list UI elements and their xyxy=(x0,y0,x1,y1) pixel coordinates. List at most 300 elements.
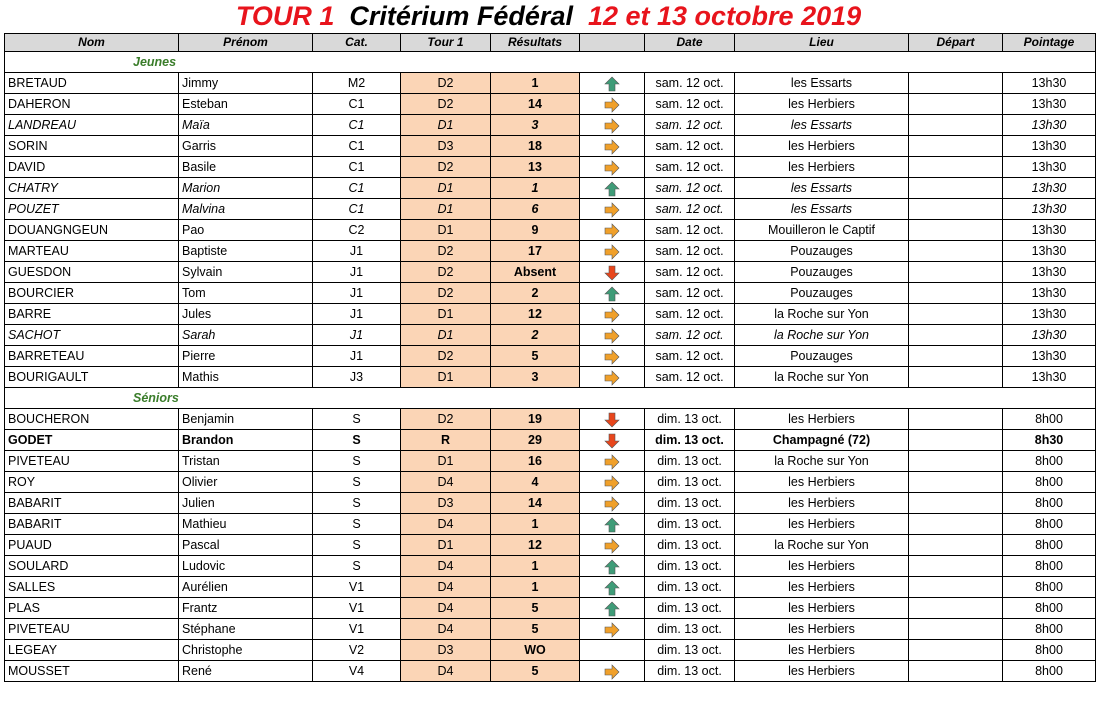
cell-tour: D1 xyxy=(401,199,491,220)
cell-depart xyxy=(909,94,1003,115)
cell-evolution xyxy=(580,619,645,640)
cell-date: dim. 13 oct. xyxy=(645,640,735,661)
cell-tour: D2 xyxy=(401,94,491,115)
table-row xyxy=(5,346,1096,367)
table-row xyxy=(5,556,1096,577)
cell-prenom: Jules xyxy=(179,304,313,325)
section-row xyxy=(5,52,1096,73)
cell-date: sam. 12 oct. xyxy=(645,157,735,178)
cell-depart xyxy=(909,598,1003,619)
cell-cat: C1 xyxy=(313,94,401,115)
title-dates: 12 et 13 octobre 2019 xyxy=(587,1,862,31)
table-row xyxy=(5,241,1096,262)
cell-pointage: 13h30 xyxy=(1003,367,1096,388)
cell-lieu: la Roche sur Yon xyxy=(735,535,909,556)
cell-cat: S xyxy=(313,472,401,493)
table-row xyxy=(5,325,1096,346)
cell-resultat: 13 xyxy=(491,157,580,178)
table-row xyxy=(5,535,1096,556)
cell-evolution xyxy=(580,451,645,472)
cell-resultat: Absent xyxy=(491,262,580,283)
cell-evolution xyxy=(580,472,645,493)
arrow-right-icon xyxy=(604,349,620,365)
cell-pointage: 8h00 xyxy=(1003,535,1096,556)
cell-resultat: 14 xyxy=(491,493,580,514)
cell-lieu: les Essarts xyxy=(735,115,909,136)
table-row xyxy=(5,115,1096,136)
table-row xyxy=(5,598,1096,619)
cell-nom: BOURCIER xyxy=(5,283,179,304)
cell-pointage: 8h00 xyxy=(1003,514,1096,535)
cell-lieu: la Roche sur Yon xyxy=(735,304,909,325)
cell-date: sam. 12 oct. xyxy=(645,283,735,304)
cell-evolution xyxy=(580,535,645,556)
cell-pointage: 8h00 xyxy=(1003,493,1096,514)
cell-resultat: 18 xyxy=(491,136,580,157)
cell-tour: R xyxy=(401,430,491,451)
cell-depart xyxy=(909,472,1003,493)
cell-tour: D3 xyxy=(401,640,491,661)
cell-pointage: 8h00 xyxy=(1003,451,1096,472)
cell-nom: BOURIGAULT xyxy=(5,367,179,388)
cell-lieu: Pouzauges xyxy=(735,241,909,262)
cell-pointage: 13h30 xyxy=(1003,220,1096,241)
cell-nom: SACHOT xyxy=(5,325,179,346)
cell-prenom: Tristan xyxy=(179,451,313,472)
cell-date: dim. 13 oct. xyxy=(645,619,735,640)
arrow-right-icon xyxy=(604,538,620,554)
cell-lieu: les Herbiers xyxy=(735,409,909,430)
cell-evolution xyxy=(580,409,645,430)
arrow-right-icon xyxy=(604,202,620,218)
cell-depart xyxy=(909,640,1003,661)
table-row xyxy=(5,367,1096,388)
cell-pointage: 8h30 xyxy=(1003,430,1096,451)
cell-resultat: 1 xyxy=(491,577,580,598)
cell-nom: DOUANGNGEUN xyxy=(5,220,179,241)
cell-evolution xyxy=(580,556,645,577)
cell-tour: D2 xyxy=(401,262,491,283)
table-row xyxy=(5,472,1096,493)
cell-prenom: Tom xyxy=(179,283,313,304)
cell-tour: D4 xyxy=(401,577,491,598)
cell-date: sam. 12 oct. xyxy=(645,178,735,199)
cell-pointage: 13h30 xyxy=(1003,94,1096,115)
cell-lieu: les Herbiers xyxy=(735,661,909,682)
cell-resultat: 12 xyxy=(491,304,580,325)
cell-lieu: les Herbiers xyxy=(735,577,909,598)
header-evolution xyxy=(580,34,645,52)
cell-pointage: 13h30 xyxy=(1003,199,1096,220)
table-row xyxy=(5,94,1096,115)
section-row xyxy=(5,388,1096,409)
cell-nom: LANDREAU xyxy=(5,115,179,136)
cell-date: sam. 12 oct. xyxy=(645,199,735,220)
cell-evolution xyxy=(580,493,645,514)
cell-pointage: 8h00 xyxy=(1003,640,1096,661)
cell-lieu: les Herbiers xyxy=(735,157,909,178)
cell-date: sam. 12 oct. xyxy=(645,136,735,157)
cell-resultat: 1 xyxy=(491,556,580,577)
cell-resultat: 19 xyxy=(491,409,580,430)
cell-date: dim. 13 oct. xyxy=(645,535,735,556)
cell-prenom: Mathieu xyxy=(179,514,313,535)
cell-cat: S xyxy=(313,493,401,514)
cell-pointage: 13h30 xyxy=(1003,157,1096,178)
table-row xyxy=(5,409,1096,430)
cell-lieu: les Essarts xyxy=(735,73,909,94)
cell-depart xyxy=(909,535,1003,556)
cell-resultat: 1 xyxy=(491,73,580,94)
table-row xyxy=(5,220,1096,241)
cell-nom: DAVID xyxy=(5,157,179,178)
cell-prenom: Sylvain xyxy=(179,262,313,283)
cell-prenom: Olivier xyxy=(179,472,313,493)
cell-pointage: 13h30 xyxy=(1003,178,1096,199)
cell-resultat: 5 xyxy=(491,661,580,682)
header-pointage: Pointage xyxy=(1003,34,1096,52)
cell-nom: BABARIT xyxy=(5,493,179,514)
cell-evolution xyxy=(580,73,645,94)
cell-cat: S xyxy=(313,430,401,451)
table-row xyxy=(5,178,1096,199)
cell-nom: BARRETEAU xyxy=(5,346,179,367)
cell-prenom: Pierre xyxy=(179,346,313,367)
cell-nom: SOULARD xyxy=(5,556,179,577)
cell-cat: C1 xyxy=(313,157,401,178)
cell-tour: D2 xyxy=(401,157,491,178)
cell-prenom: Stéphane xyxy=(179,619,313,640)
cell-evolution xyxy=(580,577,645,598)
table-row xyxy=(5,640,1096,661)
cell-tour: D2 xyxy=(401,283,491,304)
cell-evolution xyxy=(580,283,645,304)
cell-tour: D1 xyxy=(401,304,491,325)
table-row xyxy=(5,577,1096,598)
cell-tour: D4 xyxy=(401,619,491,640)
cell-depart xyxy=(909,346,1003,367)
cell-prenom: Mathis xyxy=(179,367,313,388)
cell-pointage: 13h30 xyxy=(1003,304,1096,325)
arrow-right-icon xyxy=(604,118,620,134)
cell-evolution xyxy=(580,325,645,346)
cell-date: dim. 13 oct. xyxy=(645,661,735,682)
cell-pointage: 13h30 xyxy=(1003,73,1096,94)
cell-nom: PUAUD xyxy=(5,535,179,556)
cell-pointage: 13h30 xyxy=(1003,262,1096,283)
cell-date: sam. 12 oct. xyxy=(645,262,735,283)
cell-pointage: 8h00 xyxy=(1003,556,1096,577)
title-name: Critérium Fédéral xyxy=(349,1,573,31)
arrow-right-icon xyxy=(604,160,620,176)
table-row xyxy=(5,430,1096,451)
cell-date: sam. 12 oct. xyxy=(645,115,735,136)
header-tour: Tour 1 xyxy=(401,34,491,52)
cell-depart xyxy=(909,241,1003,262)
cell-tour: D4 xyxy=(401,472,491,493)
cell-cat: C2 xyxy=(313,220,401,241)
cell-pointage: 8h00 xyxy=(1003,619,1096,640)
cell-resultat: 3 xyxy=(491,367,580,388)
cell-resultat: 1 xyxy=(491,178,580,199)
cell-nom: GODET xyxy=(5,430,179,451)
cell-tour: D3 xyxy=(401,493,491,514)
cell-evolution xyxy=(580,430,645,451)
cell-evolution xyxy=(580,157,645,178)
cell-resultat: 5 xyxy=(491,619,580,640)
cell-resultat: 2 xyxy=(491,283,580,304)
cell-depart xyxy=(909,220,1003,241)
cell-date: sam. 12 oct. xyxy=(645,241,735,262)
cell-depart xyxy=(909,178,1003,199)
cell-resultat: 29 xyxy=(491,430,580,451)
cell-date: sam. 12 oct. xyxy=(645,367,735,388)
cell-resultat: 16 xyxy=(491,451,580,472)
cell-pointage: 8h00 xyxy=(1003,409,1096,430)
cell-depart xyxy=(909,325,1003,346)
cell-nom: BOUCHERON xyxy=(5,409,179,430)
cell-evolution xyxy=(580,346,645,367)
cell-pointage: 13h30 xyxy=(1003,325,1096,346)
cell-cat: J1 xyxy=(313,241,401,262)
cell-evolution xyxy=(580,304,645,325)
cell-lieu: les Herbiers xyxy=(735,598,909,619)
cell-resultat: 2 xyxy=(491,325,580,346)
cell-nom: PIVETEAU xyxy=(5,619,179,640)
cell-lieu: Mouilleron le Captif xyxy=(735,220,909,241)
cell-cat: J3 xyxy=(313,367,401,388)
cell-depart xyxy=(909,619,1003,640)
header-depart: Départ xyxy=(909,34,1003,52)
cell-nom: POUZET xyxy=(5,199,179,220)
cell-depart xyxy=(909,556,1003,577)
cell-prenom: Julien xyxy=(179,493,313,514)
cell-lieu: les Herbiers xyxy=(735,640,909,661)
cell-date: dim. 13 oct. xyxy=(645,577,735,598)
cell-evolution xyxy=(580,136,645,157)
cell-date: dim. 13 oct. xyxy=(645,409,735,430)
cell-pointage: 13h30 xyxy=(1003,283,1096,304)
cell-pointage: 13h30 xyxy=(1003,241,1096,262)
arrow-right-icon xyxy=(604,496,620,512)
cell-nom: SORIN xyxy=(5,136,179,157)
cell-nom: PLAS xyxy=(5,598,179,619)
cell-resultat: 3 xyxy=(491,115,580,136)
cell-pointage: 13h30 xyxy=(1003,346,1096,367)
cell-nom: PIVETEAU xyxy=(5,451,179,472)
cell-cat: S xyxy=(313,556,401,577)
table-row xyxy=(5,73,1096,94)
arrow-right-icon xyxy=(604,223,620,239)
cell-prenom: Maïa xyxy=(179,115,313,136)
cell-lieu: la Roche sur Yon xyxy=(735,451,909,472)
cell-depart xyxy=(909,514,1003,535)
cell-tour: D4 xyxy=(401,514,491,535)
cell-date: dim. 13 oct. xyxy=(645,493,735,514)
cell-cat: C1 xyxy=(313,178,401,199)
cell-prenom: Christophe xyxy=(179,640,313,661)
cell-resultat: 5 xyxy=(491,598,580,619)
cell-tour: D2 xyxy=(401,241,491,262)
cell-lieu: les Essarts xyxy=(735,199,909,220)
cell-lieu: la Roche sur Yon xyxy=(735,325,909,346)
cell-prenom: Sarah xyxy=(179,325,313,346)
cell-depart xyxy=(909,430,1003,451)
header-cat: Cat. xyxy=(313,34,401,52)
cell-prenom: René xyxy=(179,661,313,682)
cell-cat: V1 xyxy=(313,619,401,640)
cell-prenom: Baptiste xyxy=(179,241,313,262)
cell-depart xyxy=(909,451,1003,472)
cell-nom: GUESDON xyxy=(5,262,179,283)
cell-nom: ROY xyxy=(5,472,179,493)
cell-depart xyxy=(909,115,1003,136)
cell-lieu: Pouzauges xyxy=(735,283,909,304)
cell-evolution xyxy=(580,640,645,661)
cell-resultat: 14 xyxy=(491,94,580,115)
page-title xyxy=(0,0,1097,33)
arrow-up-icon xyxy=(604,601,620,617)
cell-prenom: Pascal xyxy=(179,535,313,556)
cell-cat: V1 xyxy=(313,577,401,598)
cell-cat: J1 xyxy=(313,304,401,325)
cell-prenom: Marion xyxy=(179,178,313,199)
cell-evolution xyxy=(580,178,645,199)
cell-depart xyxy=(909,157,1003,178)
cell-date: dim. 13 oct. xyxy=(645,598,735,619)
cell-prenom: Pao xyxy=(179,220,313,241)
cell-lieu: les Herbiers xyxy=(735,493,909,514)
cell-evolution xyxy=(580,94,645,115)
cell-evolution xyxy=(580,367,645,388)
cell-prenom: Frantz xyxy=(179,598,313,619)
cell-cat: J1 xyxy=(313,325,401,346)
arrow-right-icon xyxy=(604,622,620,638)
cell-evolution xyxy=(580,241,645,262)
cell-lieu: les Herbiers xyxy=(735,514,909,535)
cell-resultat: 9 xyxy=(491,220,580,241)
cell-cat: C1 xyxy=(313,115,401,136)
arrow-right-icon xyxy=(604,244,620,260)
cell-depart xyxy=(909,283,1003,304)
table-header xyxy=(5,34,1096,52)
cell-cat: S xyxy=(313,451,401,472)
cell-pointage: 8h00 xyxy=(1003,577,1096,598)
cell-lieu: les Essarts xyxy=(735,178,909,199)
cell-resultat: 5 xyxy=(491,346,580,367)
cell-tour: D1 xyxy=(401,367,491,388)
cell-tour: D2 xyxy=(401,409,491,430)
cell-cat: M2 xyxy=(313,73,401,94)
cell-resultat: 4 xyxy=(491,472,580,493)
cell-nom: MOUSSET xyxy=(5,661,179,682)
arrow-right-icon xyxy=(604,370,620,386)
arrow-down-icon xyxy=(604,412,620,428)
cell-resultat: 12 xyxy=(491,535,580,556)
title-tour: TOUR 1 xyxy=(235,1,335,31)
cell-tour: D4 xyxy=(401,661,491,682)
cell-cat: V4 xyxy=(313,661,401,682)
cell-nom: BARRE xyxy=(5,304,179,325)
cell-cat: V1 xyxy=(313,598,401,619)
cell-cat: S xyxy=(313,535,401,556)
cell-cat: S xyxy=(313,409,401,430)
arrow-up-icon xyxy=(604,517,620,533)
cell-depart xyxy=(909,262,1003,283)
header-nom: Nom xyxy=(5,34,179,52)
cell-pointage: 8h00 xyxy=(1003,661,1096,682)
table-row xyxy=(5,304,1096,325)
cell-nom: LEGEAY xyxy=(5,640,179,661)
header-lieu: Lieu xyxy=(735,34,909,52)
cell-nom: DAHERON xyxy=(5,94,179,115)
arrow-up-icon xyxy=(604,181,620,197)
cell-depart xyxy=(909,661,1003,682)
arrow-right-icon xyxy=(604,97,620,113)
table-row xyxy=(5,451,1096,472)
cell-prenom: Aurélien xyxy=(179,577,313,598)
arrow-up-icon xyxy=(604,559,620,575)
header-resultats: Résultats xyxy=(491,34,580,52)
table-row xyxy=(5,661,1096,682)
arrow-up-icon xyxy=(604,76,620,92)
cell-tour: D4 xyxy=(401,556,491,577)
cell-prenom: Esteban xyxy=(179,94,313,115)
cell-lieu: les Herbiers xyxy=(735,136,909,157)
cell-tour: D1 xyxy=(401,220,491,241)
table-body xyxy=(5,52,1096,682)
cell-date: dim. 13 oct. xyxy=(645,430,735,451)
table-row xyxy=(5,283,1096,304)
cell-date: dim. 13 oct. xyxy=(645,514,735,535)
cell-date: sam. 12 oct. xyxy=(645,220,735,241)
header-prenom: Prénom xyxy=(179,34,313,52)
cell-tour: D1 xyxy=(401,325,491,346)
cell-depart xyxy=(909,304,1003,325)
arrow-right-icon xyxy=(604,454,620,470)
cell-tour: D1 xyxy=(401,178,491,199)
cell-date: dim. 13 oct. xyxy=(645,472,735,493)
arrow-right-icon xyxy=(604,475,620,491)
cell-evolution xyxy=(580,598,645,619)
results-table xyxy=(4,33,1096,682)
cell-evolution xyxy=(580,220,645,241)
cell-tour: D1 xyxy=(401,451,491,472)
cell-lieu: Champagné (72) xyxy=(735,430,909,451)
cell-cat: C1 xyxy=(313,199,401,220)
cell-prenom: Garris xyxy=(179,136,313,157)
cell-date: sam. 12 oct. xyxy=(645,73,735,94)
cell-cat: J1 xyxy=(313,346,401,367)
cell-date: sam. 12 oct. xyxy=(645,346,735,367)
cell-lieu: la Roche sur Yon xyxy=(735,367,909,388)
cell-prenom: Jimmy xyxy=(179,73,313,94)
cell-date: sam. 12 oct. xyxy=(645,304,735,325)
cell-pointage: 13h30 xyxy=(1003,136,1096,157)
cell-nom: BABARIT xyxy=(5,514,179,535)
cell-date: dim. 13 oct. xyxy=(645,556,735,577)
cell-prenom: Brandon xyxy=(179,430,313,451)
cell-depart xyxy=(909,493,1003,514)
cell-date: sam. 12 oct. xyxy=(645,94,735,115)
cell-prenom: Ludovic xyxy=(179,556,313,577)
cell-evolution xyxy=(580,199,645,220)
cell-depart xyxy=(909,136,1003,157)
table-row xyxy=(5,262,1096,283)
cell-lieu: les Herbiers xyxy=(735,94,909,115)
cell-resultat: 6 xyxy=(491,199,580,220)
cell-tour: D1 xyxy=(401,535,491,556)
